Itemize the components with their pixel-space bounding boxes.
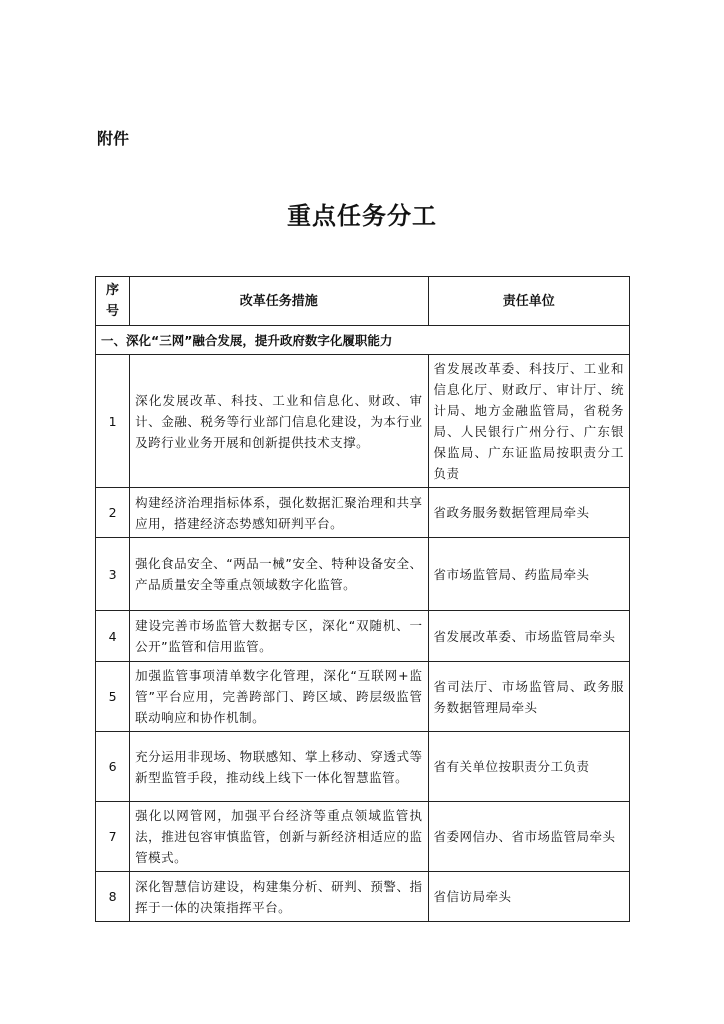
table-row — [96, 662, 630, 732]
row-seq: 6 — [96, 732, 130, 802]
header-measures: 改革任务措施 — [130, 277, 428, 326]
table-header-row — [96, 277, 630, 326]
row-seq: 1 — [96, 355, 130, 488]
section-row — [96, 326, 630, 355]
attachment-label: 附件 — [97, 129, 130, 148]
row-unit: 省发展改革委、市场监管局牵头 — [428, 611, 629, 662]
row-unit: 省信访局牵头 — [428, 872, 629, 922]
row-measure: 加强监管事项清单数字化管理，深化“互联网+监管”平台应用，完善跨部门、跨区域、跨层级监管联动响应和协作机制。 — [130, 662, 428, 732]
table-row — [96, 802, 630, 872]
row-seq: 5 — [96, 662, 130, 732]
table-row — [96, 488, 630, 538]
row-measure: 强化以网管网，加强平台经济等重点领域监管执法，推进包容审慎监管，创新与新经济相适应的监管模式。 — [130, 802, 428, 872]
row-unit: 省市场监管局、药监局牵头 — [428, 538, 629, 611]
table-row — [96, 355, 630, 488]
section-title: 一、深化“三网”融合发展，提升政府数字化履职能力 — [96, 326, 630, 355]
row-seq: 3 — [96, 538, 130, 611]
row-measure: 深化发展改革、科技、工业和信息化、财政、审计、金融、税务等行业部门信息化建设，为本行业及跨行业业务开展和创新提供技术支撑。 — [130, 355, 428, 488]
row-unit: 省委网信办、省市场监管局牵头 — [428, 802, 629, 872]
row-measure: 构建经济治理指标体系，强化数据汇聚治理和共享应用，搭建经济态势感知研判平台。 — [130, 488, 428, 538]
row-seq: 2 — [96, 488, 130, 538]
document-title: 重点任务分工 — [287, 202, 437, 230]
row-measure: 深化智慧信访建设，构建集分析、研判、预警、指挥于一体的决策指挥平台。 — [130, 872, 428, 922]
table-row — [96, 732, 630, 802]
header-seq: 序号 — [96, 277, 130, 326]
row-seq: 8 — [96, 872, 130, 922]
table-row — [96, 538, 630, 611]
row-seq: 7 — [96, 802, 130, 872]
row-unit: 省有关单位按职责分工负责 — [428, 732, 629, 802]
row-measure: 建设完善市场监管大数据专区，深化“双随机、一公开”监管和信用监管。 — [130, 611, 428, 662]
row-unit: 省发展改革委、科技厅、工业和信息化厅、财政厅、审计厅、统计局、地方金融监管局，省税务局、人民银行广州分行、广东银保监局、广东证监局按职责分工负责 — [428, 355, 629, 488]
row-unit: 省政务服务数据管理局牵头 — [428, 488, 629, 538]
row-unit: 省司法厅、市场监管局、政务服务数据管理局牵头 — [428, 662, 629, 732]
table-row — [96, 611, 630, 662]
row-seq: 4 — [96, 611, 130, 662]
row-measure: 强化食品安全、“两品一械”安全、特种设备安全、产品质量安全等重点领域数字化监管。 — [130, 538, 428, 611]
task-table — [95, 276, 630, 922]
header-units: 责任单位 — [428, 277, 629, 326]
table-row — [96, 872, 630, 922]
row-measure: 充分运用非现场、物联感知、掌上移动、穿透式等新型监管手段，推动线上线下一体化智慧监管。 — [130, 732, 428, 802]
